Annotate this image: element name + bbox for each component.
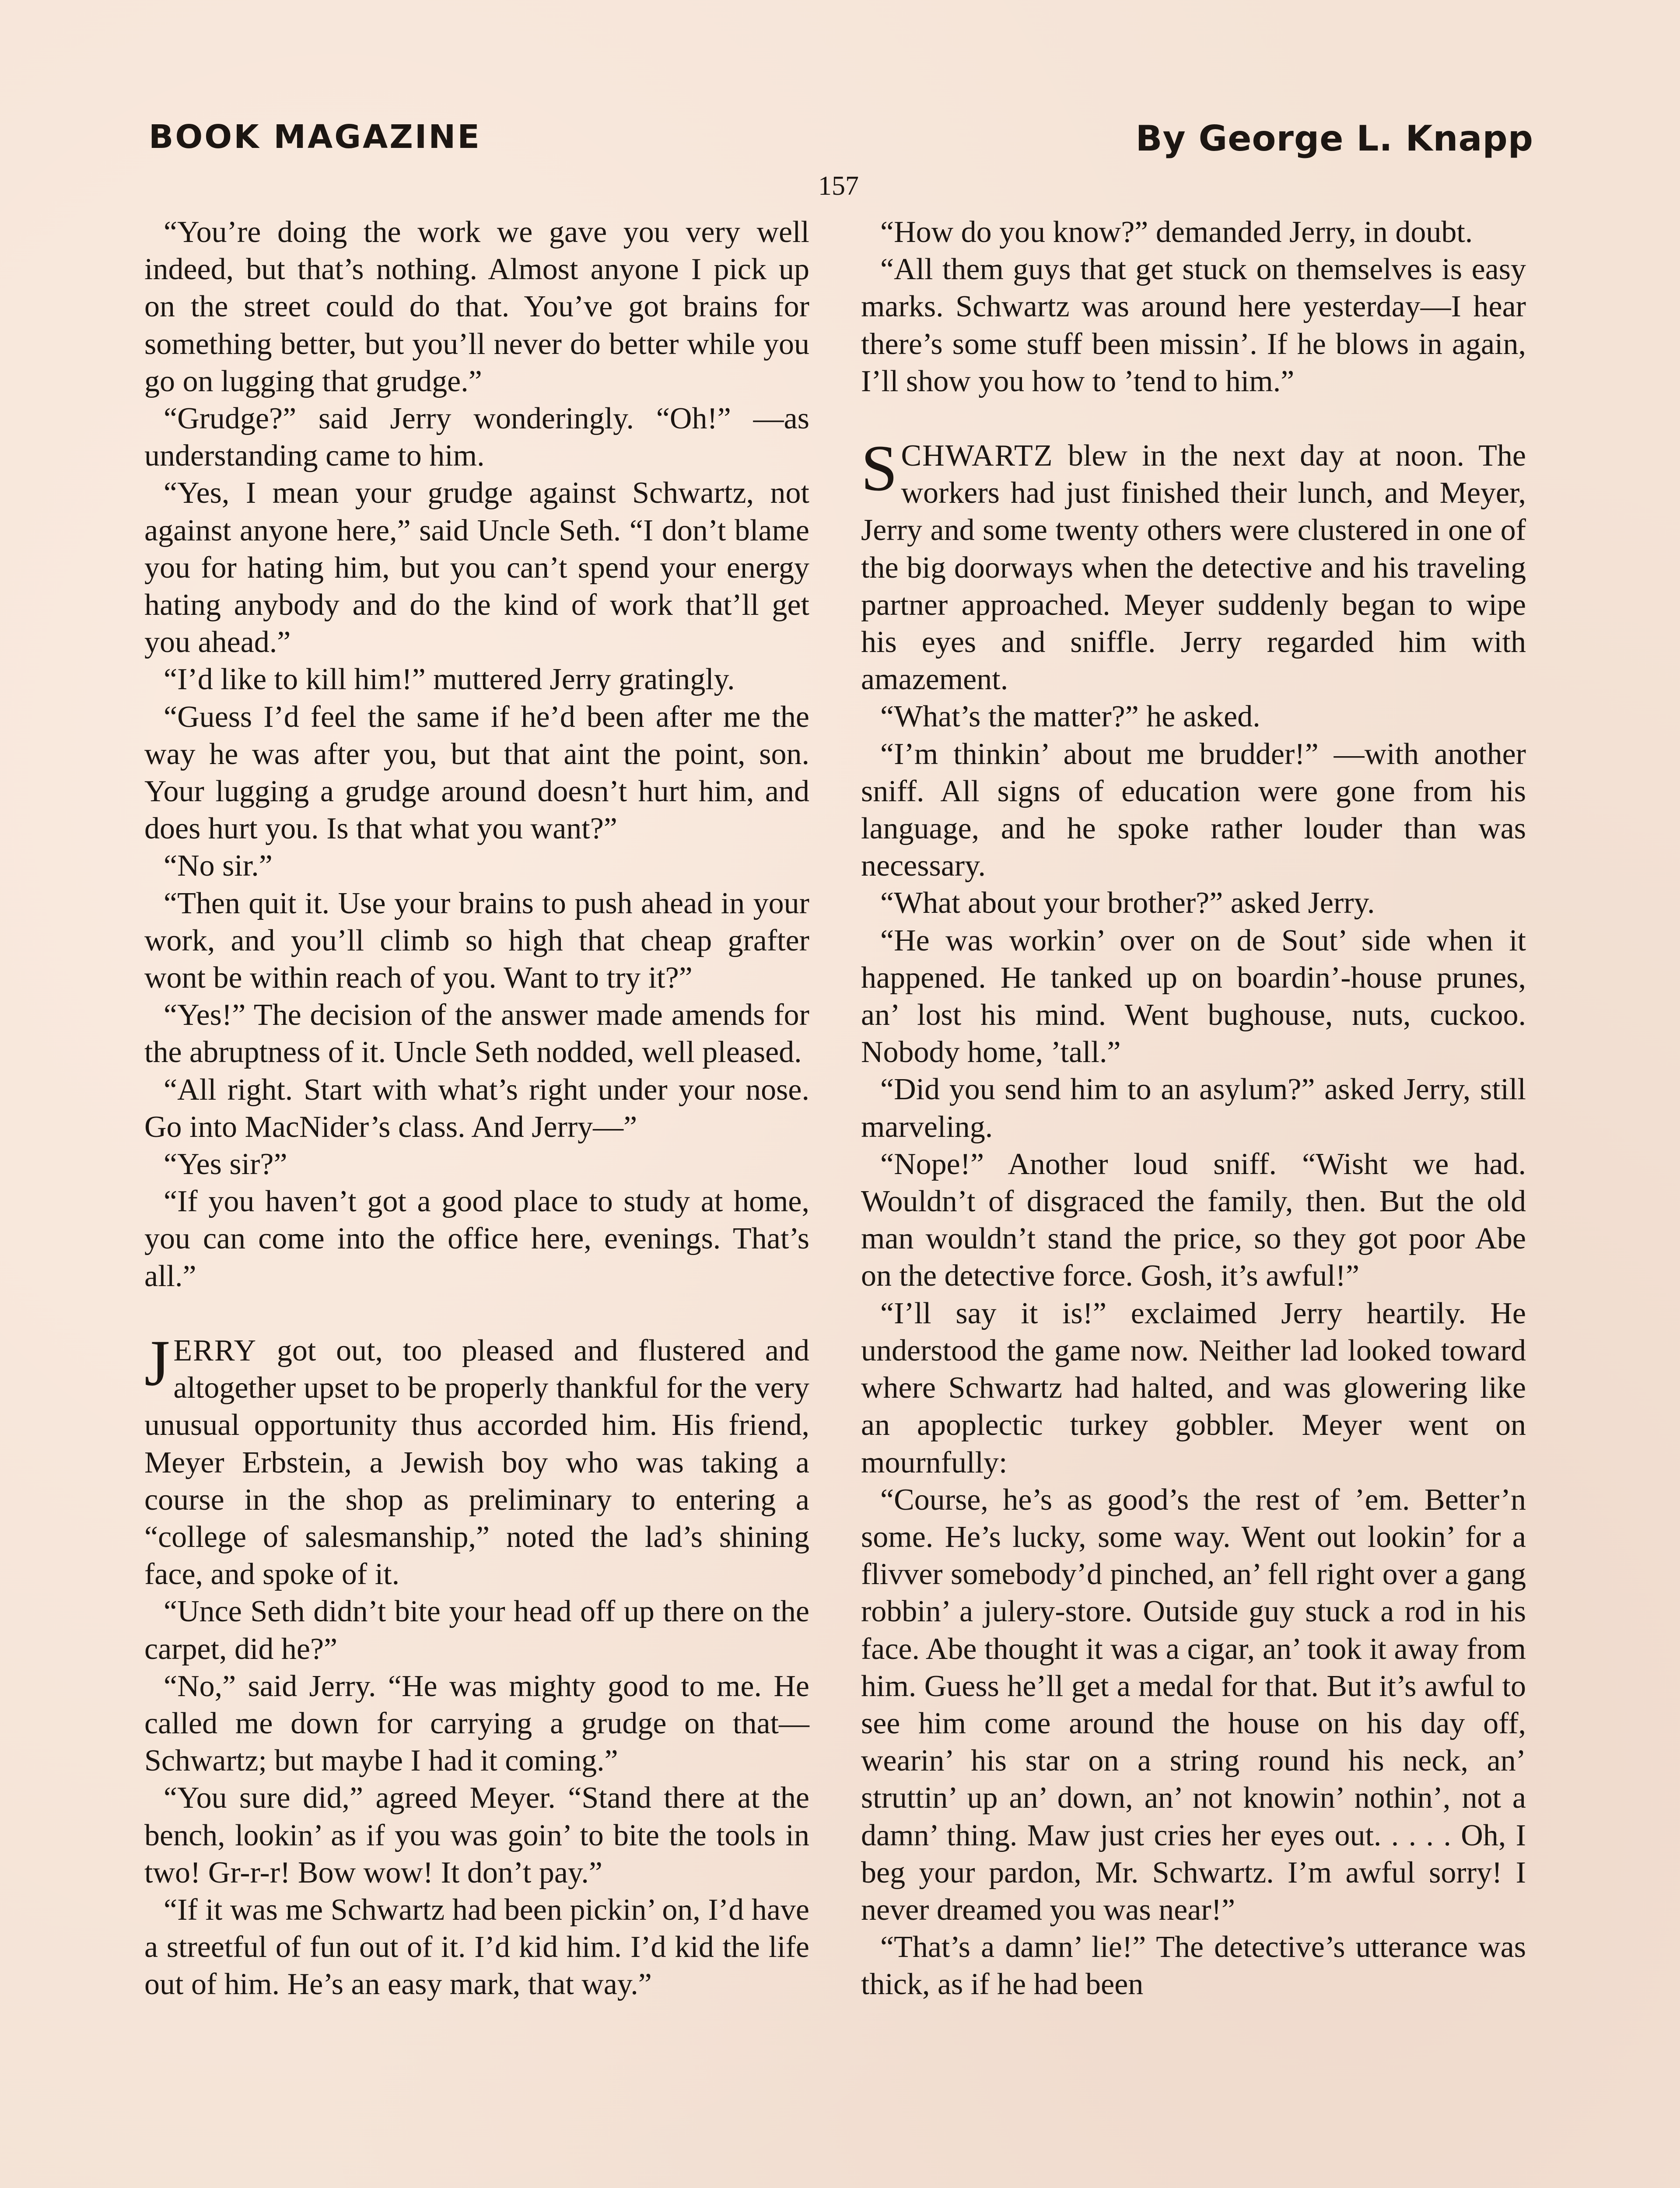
- paragraph: “I’ll say it is!” exclaimed Jerry heartily. He understood the game now. Neither lad looked toward where Schwartz had halted, and was glowering like an apoplectic turkey gobbler. Meyer went on mournfully:: [861, 1296, 1526, 1480]
- opening-text: blew in the next day at noon. The workers had just finished their lunch, and Meyer, Jerry and some twenty others were clustered in one of the big doorways when the detective and his traveling partner approached. Meyer suddenly began to wipe his eyes and sniffle. Jerry regarded him with amazement.: [861, 439, 1526, 697]
- paragraph: “Grudge?” said Jerry wonderingly. “Oh!” —as understanding came to him.: [144, 402, 809, 473]
- section-break: [144, 1295, 809, 1332]
- paragraph: “How do you know?” demanded Jerry, in doubt.: [880, 215, 1473, 249]
- paragraph: “That’s a damn’ lie!” The detective’s utterance was thick, as if he had been: [861, 1930, 1526, 2002]
- section-break: [861, 400, 1526, 437]
- paragraph: “What’s the matter?” he asked.: [880, 700, 1260, 734]
- paragraph: “Course, he’s as good’s the rest of ’em. Better’n some. He’s lucky, some way. Went out lookin’ for a flivver somebody’d pinched, an’ fell right over a gang robbin’ a julery-store. Outside guy stuck a rod in his face. Abe thought it was a cigar, an’ took it away from him. Guess he’ll get a medal for that. But it’s awful to see him come around the house on his day off, wearin’ his star on a string round his neck, an’ struttin’ up an’ down, an’ not knowin’ nothin’, not a damn’ thing. Maw just cries her eyes out. . . . . Oh, I beg your pardon, Mr. Schwartz. I’m awful sorry! I never dreamed you was near!”: [861, 1483, 1526, 1927]
- paragraph: “All right. Start with what’s right under your nose. Go into MacNider’s class. And Jerry—”: [144, 1073, 809, 1144]
- paragraph: “What about your brother?” asked Jerry.: [880, 886, 1375, 920]
- paragraph: “No,” said Jerry. “He was mighty good to me. He called me down for carrying a grudge on that—Schwartz; but maybe I had it coming.”: [144, 1669, 809, 1778]
- paragraph: “Yes!” The decision of the answer made amends for the abruptness of it. Uncle Seth nodded, well pleased.: [144, 998, 809, 1069]
- paragraph: “No sir.”: [164, 849, 273, 883]
- drop-cap: S: [861, 432, 898, 505]
- paragraph: “You’re doing the work we gave you very well indeed, but that’s nothing. Almost anyone I pick up on the street could do that. You’ve got brains for something better, but you’ll never do better while you go on lugging that grudge.”: [144, 215, 809, 398]
- paragraph: “If you haven’t got a good place to study at home, you can come into the office here, evenings. That’s all.”: [144, 1185, 809, 1293]
- paragraph: “Nope!” Another loud sniff. “Wisht we had. Wouldn’t of disgraced the family, then. But the old man wouldn’t stand the price, so they got poor Abe on the detective force. Gosh, it’s awful!”: [861, 1147, 1526, 1293]
- paragraph: “If it was me Schwartz had been pickin’ on, I’d have a streetful of fun out of it. I’d kid him. I’d kid the life out of him. He’s an easy mark, that way.”: [144, 1893, 809, 2002]
- section-opening-paragraph: [144, 1326, 809, 1593]
- drop-cap: J: [144, 1326, 170, 1399]
- running-header-title: BOOK MAGAZINE: [149, 118, 481, 156]
- running-header-byline: By George L. Knapp: [1135, 118, 1533, 159]
- paragraph: “He was workin’ over on de Sout’ side when it happened. He tanked up on boardin’-house prunes, an’ lost his mind. Went bughouse, nuts, cuckoo. Nobody home, ’tall.”: [861, 923, 1526, 1069]
- paragraph: “Yes, I mean your grudge against Schwartz, not against anyone here,” said Uncle Seth. “I don’t blame you for hating him, but you can’t spend your energy hating anybody and do the kind of work that’ll get you ahead.”: [144, 476, 809, 659]
- paragraph: “I’m thinkin’ about me brudder!” —with another sniff. All signs of education were gone from his language, and he spoke rather louder than was necessary.: [861, 737, 1526, 883]
- page-number: 157: [818, 171, 859, 201]
- paragraph: “All them guys that get stuck on themselves is easy marks. Schwartz was around here yesterday—I hear there’s some stuff been missin’. If he blows in again, I’ll show you how to ’tend to him.”: [861, 252, 1526, 398]
- paragraph: “Then quit it. Use your brains to push ahead in your work, and you’ll climb so high that cheap grafter wont be within reach of you. Want to try it?”: [144, 886, 809, 995]
- paragraph: “You sure did,” agreed Meyer. “Stand there at the bench, lookin’ as if you was goin’ to bite the tools in two! Gr-r-r! Bow wow! It don’t pay.”: [144, 1781, 809, 1890]
- small-caps-lead: CHWARTZ: [901, 439, 1054, 473]
- left-column: [144, 214, 809, 2003]
- paragraph: “Did you send him to an asylum?” asked Jerry, still marveling.: [861, 1073, 1526, 1144]
- paragraph: “I’d like to kill him!” muttered Jerry gratingly.: [164, 663, 735, 697]
- right-column: [861, 214, 1526, 2003]
- paragraph: “Guess I’d feel the same if he’d been after me the way he was after you, but that aint the point, son. Your lugging a grudge around doesn’t hurt him, and does hurt you. Is that what you want?”: [144, 700, 809, 846]
- opening-text: got out, too pleased and flustered and altogether upset to be properly thankful for the very unusual opportunity thus accorded him. His friend, Meyer Erbstein, a Jewish boy who was taking a course in the shop as preliminary to entering a “college of salesmanship,” noted the lad’s shining face, and spoke of it.: [144, 1333, 809, 1592]
- paragraph: “Unce Seth didn’t bite your head off up there on the carpet, did he?”: [144, 1595, 809, 1666]
- paragraph: “Yes sir?”: [164, 1147, 287, 1182]
- small-caps-lead: ERRY: [173, 1333, 257, 1368]
- section-opening-paragraph: [861, 432, 1526, 698]
